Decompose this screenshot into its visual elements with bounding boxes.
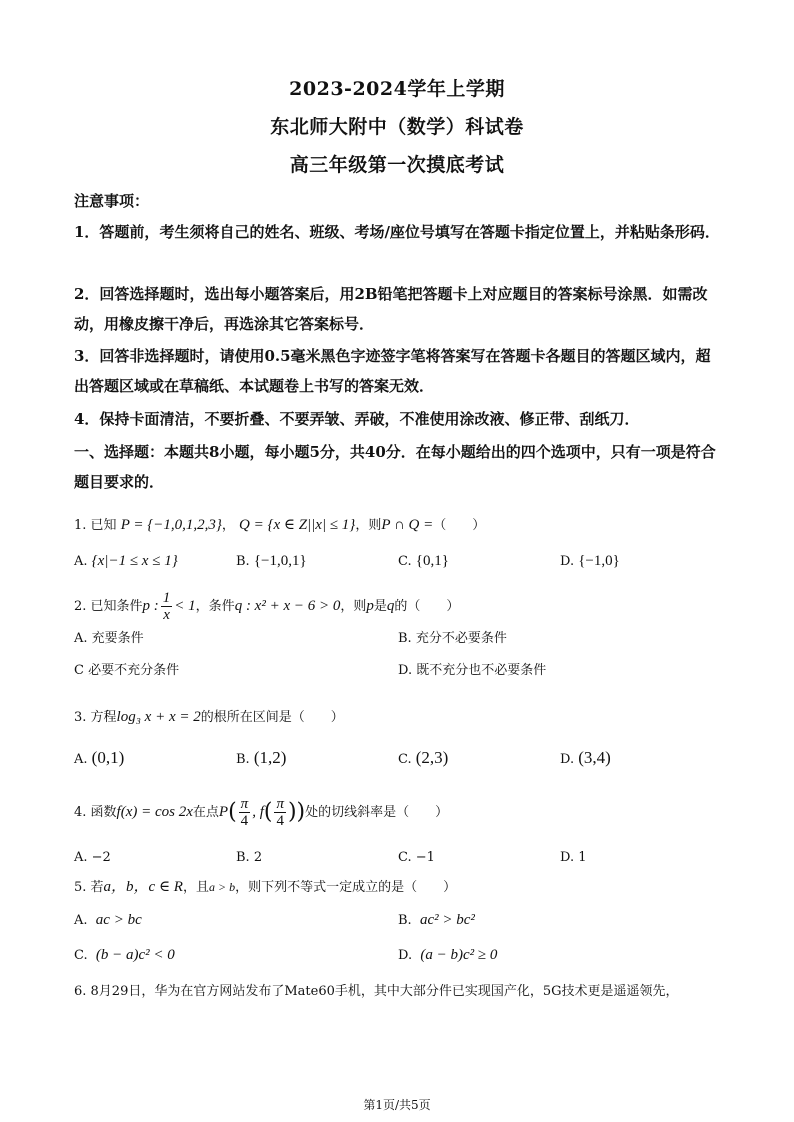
q1-post: ，则: [355, 518, 382, 533]
q3-b-label: B.: [236, 752, 250, 767]
q4-prefix: 4. 函数: [74, 805, 117, 820]
q5-c-label: C.: [74, 948, 88, 963]
q1-d-label: D.: [560, 554, 575, 569]
q1-c-value: {0,1}: [415, 553, 449, 569]
q2-lt: < 1: [174, 598, 196, 614]
question-3: [74, 707, 344, 728]
q5-option-b: [398, 910, 475, 931]
q2-frac-den: x: [163, 607, 170, 623]
q3-d-value: (3,4): [578, 748, 611, 767]
q4-frac2-num: π: [276, 796, 284, 812]
q1-sep: ，: [221, 518, 235, 533]
q4-point-p: P: [218, 804, 229, 820]
q1-c-label: C.: [398, 554, 412, 569]
q3-post: 的根所在区间是（ ）: [200, 710, 344, 725]
q3-d-label: D.: [560, 752, 575, 767]
q5-b-value: ac² > bc²: [419, 912, 475, 928]
q5-mid: ，且: [182, 880, 209, 895]
q5-condition: a > b: [209, 880, 236, 894]
page-footer: 第1页/共5页: [363, 1098, 431, 1112]
q4-post: 处的切线斜率是（ ）: [305, 805, 449, 820]
q5-b-label: B.: [398, 913, 412, 928]
q4-open-paren: (: [228, 799, 237, 825]
q1-b-value: {−1,0,1}: [253, 553, 307, 569]
q4-frac1-den: 4: [240, 813, 249, 829]
q4-option-d: D. 1: [560, 850, 587, 865]
question-6: 6. 8月29日，华为在官方网站发布了Mate60手机，其中大部分件已实现国产化，5G技术更是遥遥领先，: [74, 984, 679, 999]
q4-option-a: A. −2: [74, 850, 111, 865]
q2-option-a: A. 充要条件: [74, 631, 144, 646]
q5-prefix: 5. 若: [74, 880, 104, 895]
q2-frac-num: 1: [162, 590, 171, 606]
q1-option-d: [560, 551, 620, 572]
q4-frac2-den: 4: [276, 813, 284, 829]
q1-a-label: A.: [74, 554, 88, 569]
q4-frac1-num: π: [240, 796, 249, 812]
q1-blank: （ ）: [433, 518, 486, 533]
q1-expr: P ∩ Q =: [381, 517, 434, 533]
q5-d-label: D.: [398, 948, 413, 963]
q5-a-value: ac > bc: [95, 912, 142, 928]
q5-option-d: [398, 945, 497, 966]
q4-option-c: C. −1: [398, 850, 435, 865]
q1-a-value: {x|−1 ≤ x ≤ 1}: [91, 553, 178, 569]
q1-set-p: P = {−1,0,1,2,3}: [120, 517, 222, 533]
q3-option-b: [236, 748, 286, 770]
notes-heading: 注意事项：: [74, 192, 150, 210]
q2-option-d: D. 既不充分也不必要条件: [398, 663, 547, 678]
q2-fraction: [161, 590, 173, 623]
q3-c-label: C.: [398, 752, 412, 767]
q3-b-value: (1,2): [253, 748, 287, 767]
q2-q2: q: [386, 598, 395, 614]
exam-school-title: 东北师大附中（数学）科试卷: [270, 116, 524, 138]
q3-option-a: [74, 748, 124, 770]
exam-name-title: 高三年级第一次摸底考试: [289, 154, 505, 176]
q4-function: f(x) = cos 2x: [116, 804, 193, 820]
q4-mid: 在点: [192, 805, 219, 820]
q3-a-label: A.: [74, 752, 88, 767]
q2-p2: p: [366, 598, 374, 614]
q1-option-a: [74, 551, 178, 572]
q2-option-c: C 必要不充分条件: [74, 663, 180, 678]
question-5: [74, 877, 456, 898]
q3-a-value: (0,1): [91, 748, 125, 767]
q4-fcomma: , f: [252, 804, 264, 820]
q5-c-value: (b − a)c² < 0: [95, 947, 175, 963]
q3-equation: log₃ x + x = 2: [116, 709, 201, 725]
q1-b-label: B.: [236, 554, 250, 569]
note-3: 3．回答非选择题时，请使用0.5毫米黑色字迹签字笔将答案写在答题卡各题目的答题区域内，超出答题区域或在草稿纸、本试题卷上书写的答案无效．: [74, 347, 711, 395]
note-1: 1．答题前，考生须将自己的姓名、班级、考场/座位号填写在答题卡指定位置上，并粘贴条形码．: [74, 223, 720, 241]
q5-vars: a，b，c ∈ R: [103, 879, 183, 895]
q5-d-value: (a − b)c² ≥ 0: [420, 947, 498, 963]
note-2: 2．回答选择题时，选出每小题答案后，用2B铅笔把答题卡上对应题目的答案标号涂黑．如需改动，用橡皮擦干净后，再选涂其它答案标号．: [74, 285, 708, 333]
q3-c-value: (2,3): [415, 748, 449, 767]
q3-option-c: [398, 748, 448, 770]
q2-is: 是: [373, 599, 387, 614]
q5-option-a: [74, 910, 142, 931]
q4-fraction-1: [239, 796, 251, 829]
q1-set-q: Q = {x ∈ Z||x| ≤ 1}: [238, 517, 356, 533]
q4-option-b: B. 2: [236, 850, 263, 865]
q5-a-label: A.: [74, 913, 88, 928]
q4-close-parens: )): [287, 799, 306, 825]
q4-fraction-2: [274, 796, 286, 829]
question-4: [74, 796, 448, 829]
q2-option-b: B. 充分不必要条件: [398, 631, 507, 646]
q1-option-b: [236, 551, 307, 572]
q5-option-c: [74, 945, 175, 966]
section-1-heading: 一、选择题：本题共8小题，每小题5分，共40分．在每小题给出的四个选项中，只有一项是符合题目要求的．: [74, 443, 716, 491]
q3-option-d: [560, 748, 611, 770]
exam-year-title: 2023-2024学年上学期: [289, 78, 505, 100]
q4-inner-open: (: [263, 799, 273, 825]
q1-option-c: [398, 551, 449, 572]
question-2: [74, 590, 459, 623]
q2-prefix: 2. 已知条件: [74, 599, 143, 614]
note-4: 4．保持卡面清洁，不要折叠、不要弄皱、弄破，不准使用涂改液、修正带、刮纸刀．: [74, 410, 640, 428]
q1-d-value: {−1,0}: [578, 553, 620, 569]
q2-p: p :: [142, 598, 159, 614]
q2-end: 的（ ）: [394, 599, 460, 614]
q2-q-condition: q : x² + x − 6 > 0: [234, 598, 341, 614]
q3-prefix: 3. 方程: [74, 710, 117, 725]
question-1: [74, 515, 485, 536]
q2-mid: ，条件: [195, 599, 235, 614]
q5-post: ，则下列不等式一定成立的是（ ）: [235, 880, 457, 895]
q1-prefix: 1. 已知: [74, 518, 117, 533]
q2-post: ，则: [340, 599, 367, 614]
